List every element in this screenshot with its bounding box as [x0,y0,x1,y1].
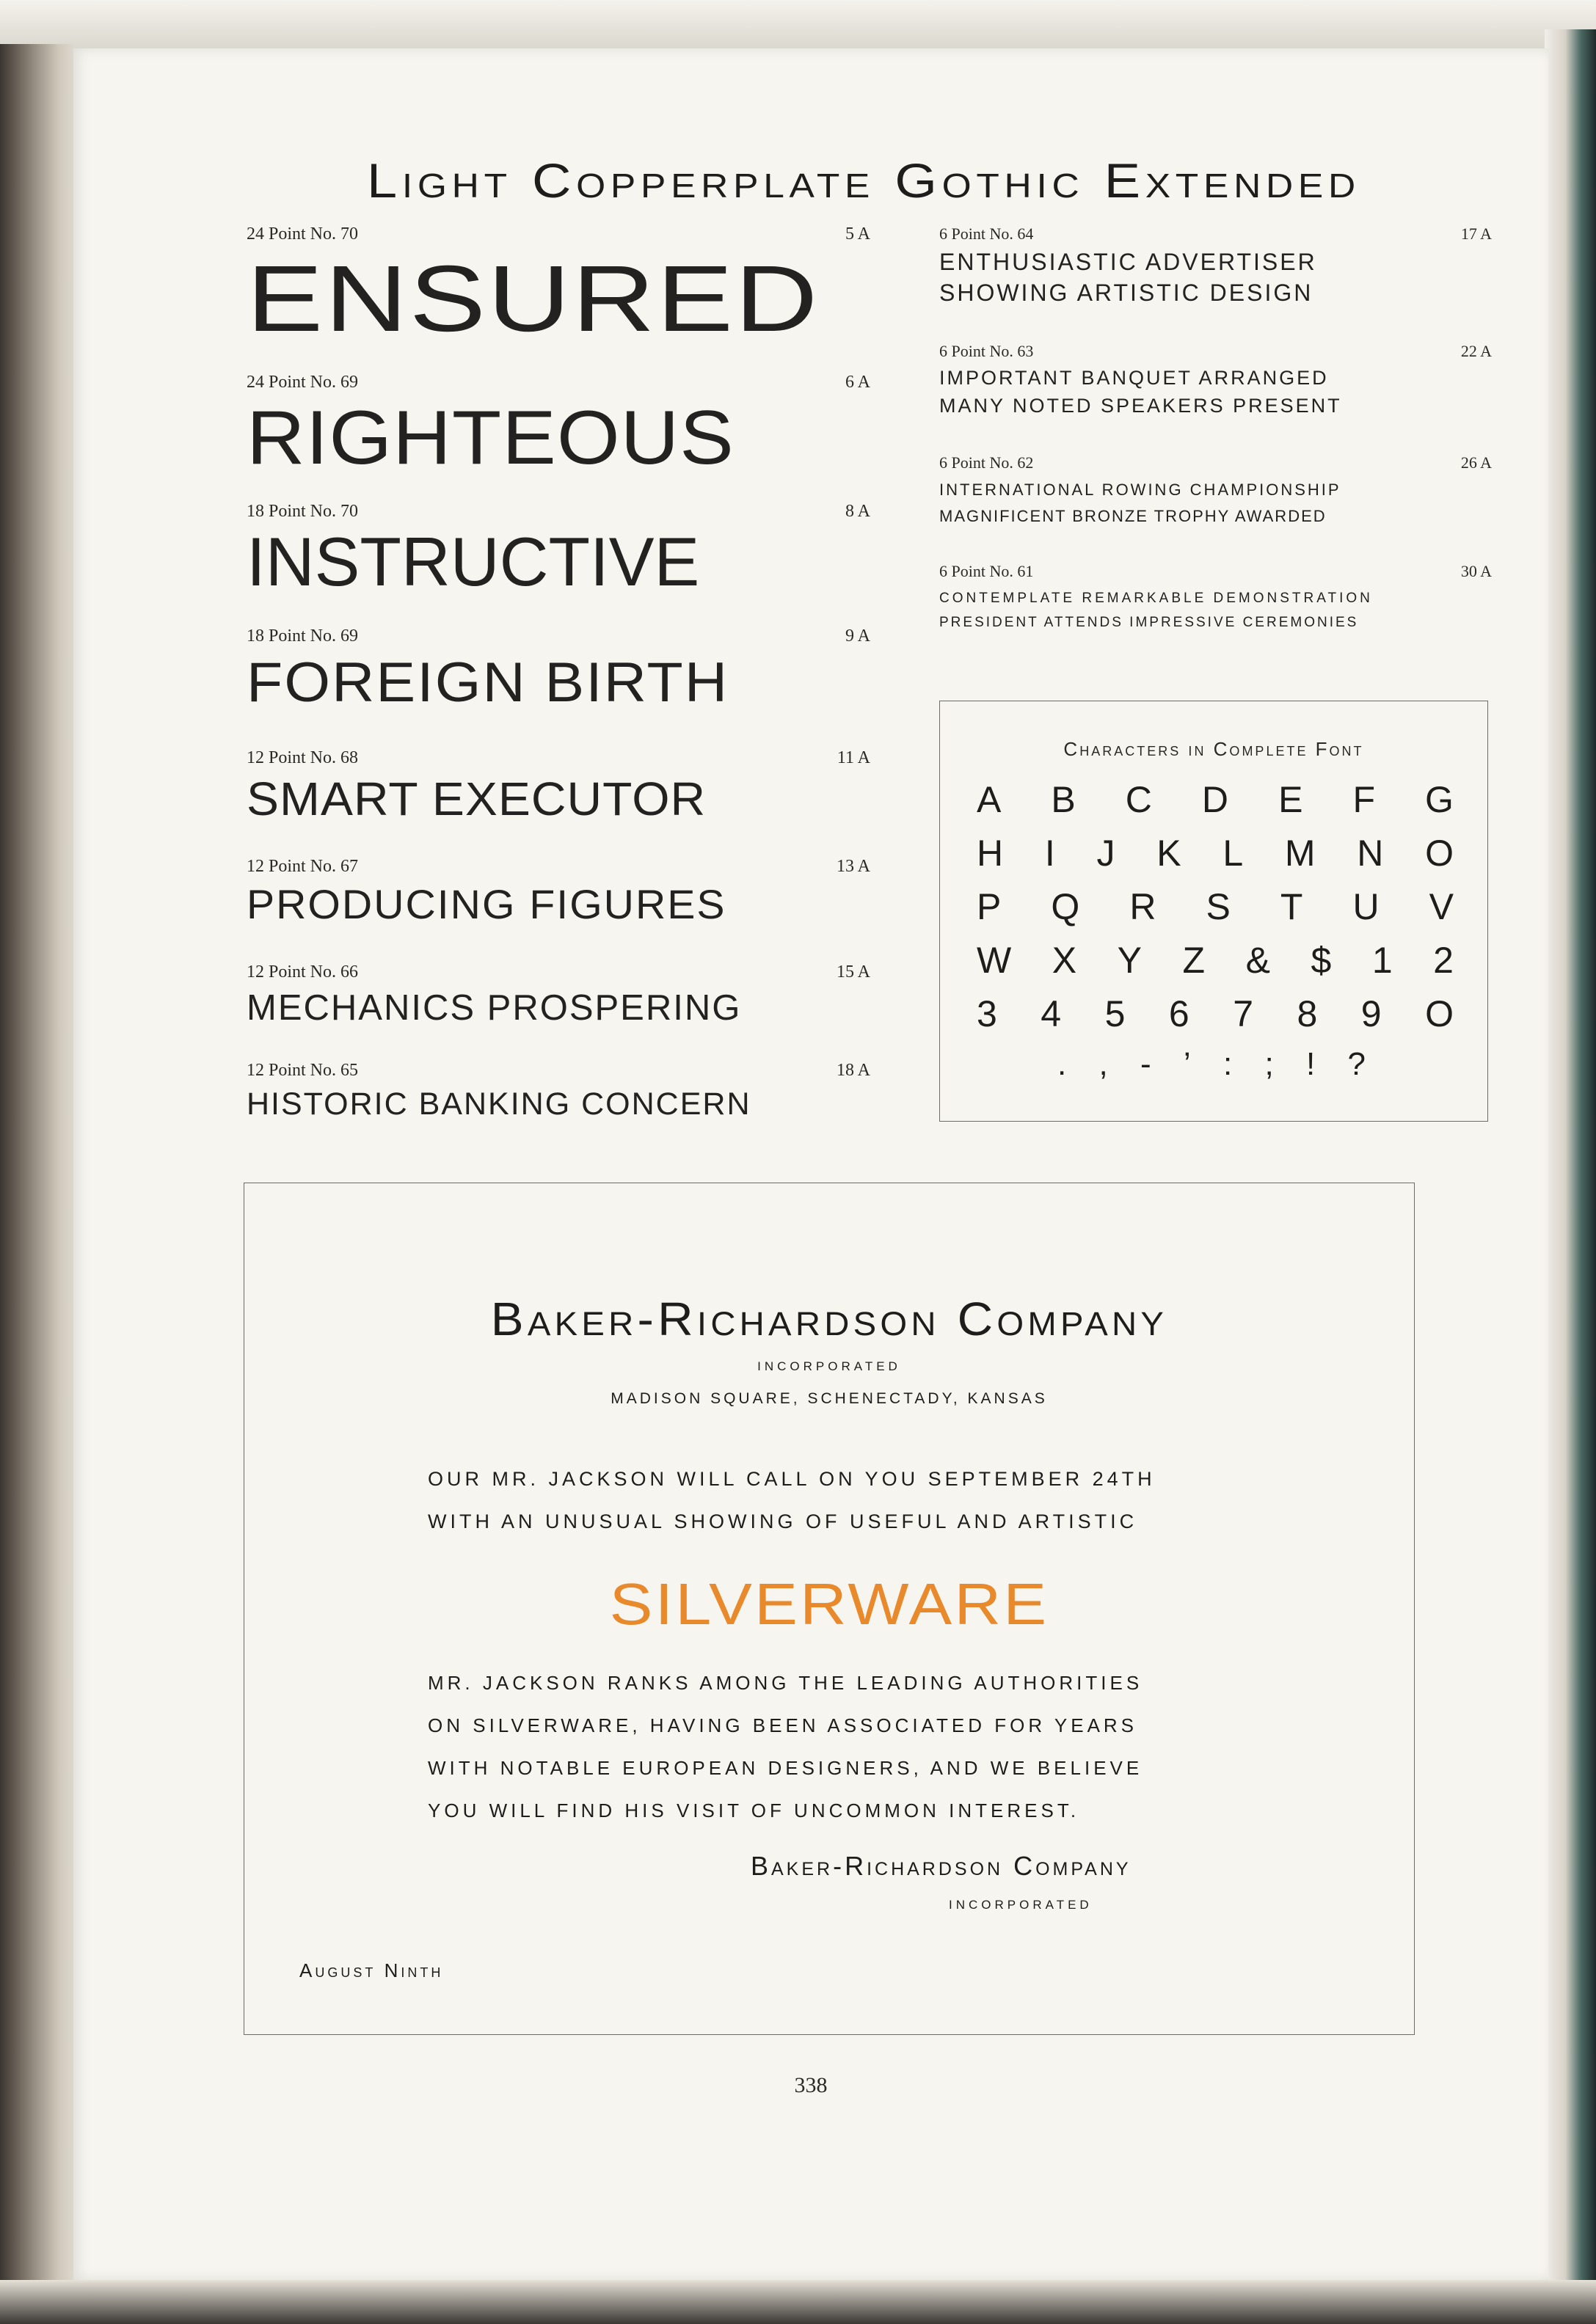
specimen-6 [247,857,870,932]
character: W [977,940,1012,981]
book-top-edge [0,0,1596,51]
specimen-sample: PRODUCING FIGURES [247,881,726,927]
character: E [1278,779,1303,820]
small-specimen-3 [939,453,1492,530]
character: ’ [1183,1046,1191,1082]
character: I [1044,833,1055,874]
ad-date: August Ninth [299,1959,444,1981]
specimen-line: INTERNATIONAL ROWING CHAMPIONSHIP [939,480,1341,499]
character: O [1425,833,1454,874]
specimen-font-count: 8 A [845,502,870,521]
specimen-size: 18 Point No. 69 [247,626,359,646]
character: 9 [1360,993,1382,1034]
character: 4 [1041,993,1062,1034]
character: N [1357,833,1384,874]
specimen-line: MANY NOTED SPEAKERS PRESENT [939,395,1342,417]
specimen-8 [247,1061,870,1128]
specimen-5 [247,748,870,830]
specimen-font-count: 17 A [1460,224,1492,243]
specimen-size: 24 Point No. 69 [247,373,359,392]
character: X [1052,940,1077,981]
character: T [1280,886,1303,927]
character-box [939,701,1488,1122]
specimen-size: 12 Point No. 67 [247,857,359,876]
character: Y [1117,940,1142,981]
ad-body-line: YOU WILL FIND HIS VISIT OF UNCOMMON INTEREST. [428,1799,1080,1821]
character-row [1057,1046,1366,1083]
character: 1 [1371,940,1393,981]
specimen-sample: FOREIGN BIRTH [247,651,729,714]
ad-signature: Baker-Richardson Company [751,1851,1132,1881]
specimen-2 [247,373,870,483]
character: ; [1264,1046,1274,1082]
specimen-font-count: 22 A [1460,342,1492,360]
specimen-font-count: 30 A [1460,562,1492,580]
character: M [1284,833,1316,874]
specimen-font-count: 26 A [1460,453,1492,472]
character: C [1125,779,1152,820]
specimen-4 [247,626,870,720]
specimen-size: 12 Point No. 68 [247,748,359,767]
ad-address: MADISON SQUARE, SCHENECTADY, KANSAS [611,1390,1048,1407]
character: : [1222,1046,1233,1082]
character-row [977,832,1454,874]
specimen-size: 6 Point No. 62 [939,453,1034,472]
ad-company-name: Baker-Richardson Company [490,1293,1168,1345]
character: 6 [1168,993,1189,1034]
character: P [977,886,1002,927]
character: U [1352,886,1380,927]
character: D [1201,779,1229,820]
specimen-1 [247,224,870,354]
specimen-line: SHOWING ARTISTIC DESIGN [939,279,1313,306]
character: B [1051,779,1076,820]
ad-body-line: MR. JACKSON RANKS AMONG THE LEADING AUTHORITIES [428,1672,1143,1694]
specimen-line: IMPORTANT BANQUET ARRANGED [939,367,1329,389]
small-specimen-1 [939,224,1492,308]
character: G [1425,779,1454,820]
character: - [1140,1046,1151,1082]
ad-body-line: ON SILVERWARE, HAVING BEEN ASSOCIATED FOR YEARS [428,1714,1138,1736]
ad-intro-line: OUR MR. JACKSON WILL CALL ON YOU SEPTEMBER 24TH [428,1468,1156,1490]
character: L [1222,833,1244,874]
character: 7 [1233,993,1253,1034]
specimen-size: 6 Point No. 63 [939,342,1034,360]
ad-signature-incorporated: INCORPORATED [949,1898,1093,1912]
small-specimen-4 [939,562,1492,634]
character: 5 [1104,993,1126,1034]
character: ! [1305,1046,1316,1082]
specimen-font-count: 6 A [845,373,870,392]
specimen-font-count: 18 A [836,1061,870,1080]
page-title: Light Copperplate Gothic Extended [367,153,1360,208]
specimen-sample: SMART EXECUTOR [247,772,707,825]
specimen-size: 24 Point No. 70 [247,224,359,244]
ad-intro-line: WITH AN UNUSUAL SHOWING OF USEFUL AND ARTISTIC [428,1510,1138,1532]
specimen-sample: RIGHTEOUS [247,395,735,480]
specimen-font-count: 13 A [836,857,870,876]
advertisement-box [244,1183,1415,2035]
specimen-size: 6 Point No. 61 [939,562,1034,580]
character: J [1096,833,1115,874]
specimen-3 [247,502,870,602]
character: 3 [977,993,997,1034]
specimen-line: ENTHUSIASTIC ADVERTISER [939,249,1317,275]
specimen-font-count: 9 A [845,626,870,646]
ad-body-line: WITH NOTABLE EUROPEAN DESIGNERS, AND WE BELIEVE [428,1757,1143,1779]
small-specimen-2 [939,342,1492,420]
book-right-edge [1545,29,1596,2289]
character: ? [1347,1046,1366,1082]
specimen-font-count: 15 A [836,962,870,982]
specimen-sample: ENSURED [247,246,820,351]
specimen-size: 6 Point No. 64 [939,224,1034,243]
character: S [1206,886,1231,927]
character: Z [1182,940,1206,981]
character: O [1425,993,1454,1034]
specimen-font-count: 5 A [845,224,870,244]
character: V [1429,886,1454,927]
specimen-7 [247,962,870,1034]
character: F [1352,779,1375,820]
character: 8 [1297,993,1318,1034]
book-page [73,48,1548,2280]
character: . [1057,1046,1067,1082]
character: H [977,833,1004,874]
specimen-line: PRESIDENT ATTENDS IMPRESSIVE CEREMONIES [939,615,1359,630]
character: 2 [1433,940,1454,981]
page-number: 338 [794,2073,828,2097]
character: & [1245,940,1270,981]
character-row [977,939,1454,982]
ad-highlight-silverware: SILVERWARE [609,1571,1049,1637]
specimen-size: 18 Point No. 70 [247,502,359,521]
ad-incorporated: INCORPORATED [757,1359,901,1373]
character: Q [1051,886,1080,927]
book-spine [0,44,73,2289]
specimen-size: 12 Point No. 66 [247,962,359,982]
character-box-title: Characters in Complete Font [1063,738,1364,760]
book-bottom-edge [0,2280,1596,2324]
character: K [1156,833,1181,874]
specimen-line: MAGNIFICENT BRONZE TROPHY AWARDED [939,507,1327,525]
character: A [977,779,1002,820]
specimen-sample: INSTRUCTIVE [247,523,700,600]
specimen-sample: HISTORIC BANKING CONCERN [247,1086,751,1122]
character: $ [1311,940,1332,981]
character: R [1129,886,1156,927]
specimen-font-count: 11 A [837,748,870,767]
specimen-line: CONTEMPLATE REMARKABLE DEMONSTRATION [939,591,1373,606]
specimen-size: 12 Point No. 65 [247,1061,359,1080]
character-row [977,993,1454,1035]
character-row [977,885,1454,928]
character: , [1098,1046,1108,1082]
character-row [977,778,1454,821]
specimen-sample: MECHANICS PROSPERING [247,988,742,1028]
